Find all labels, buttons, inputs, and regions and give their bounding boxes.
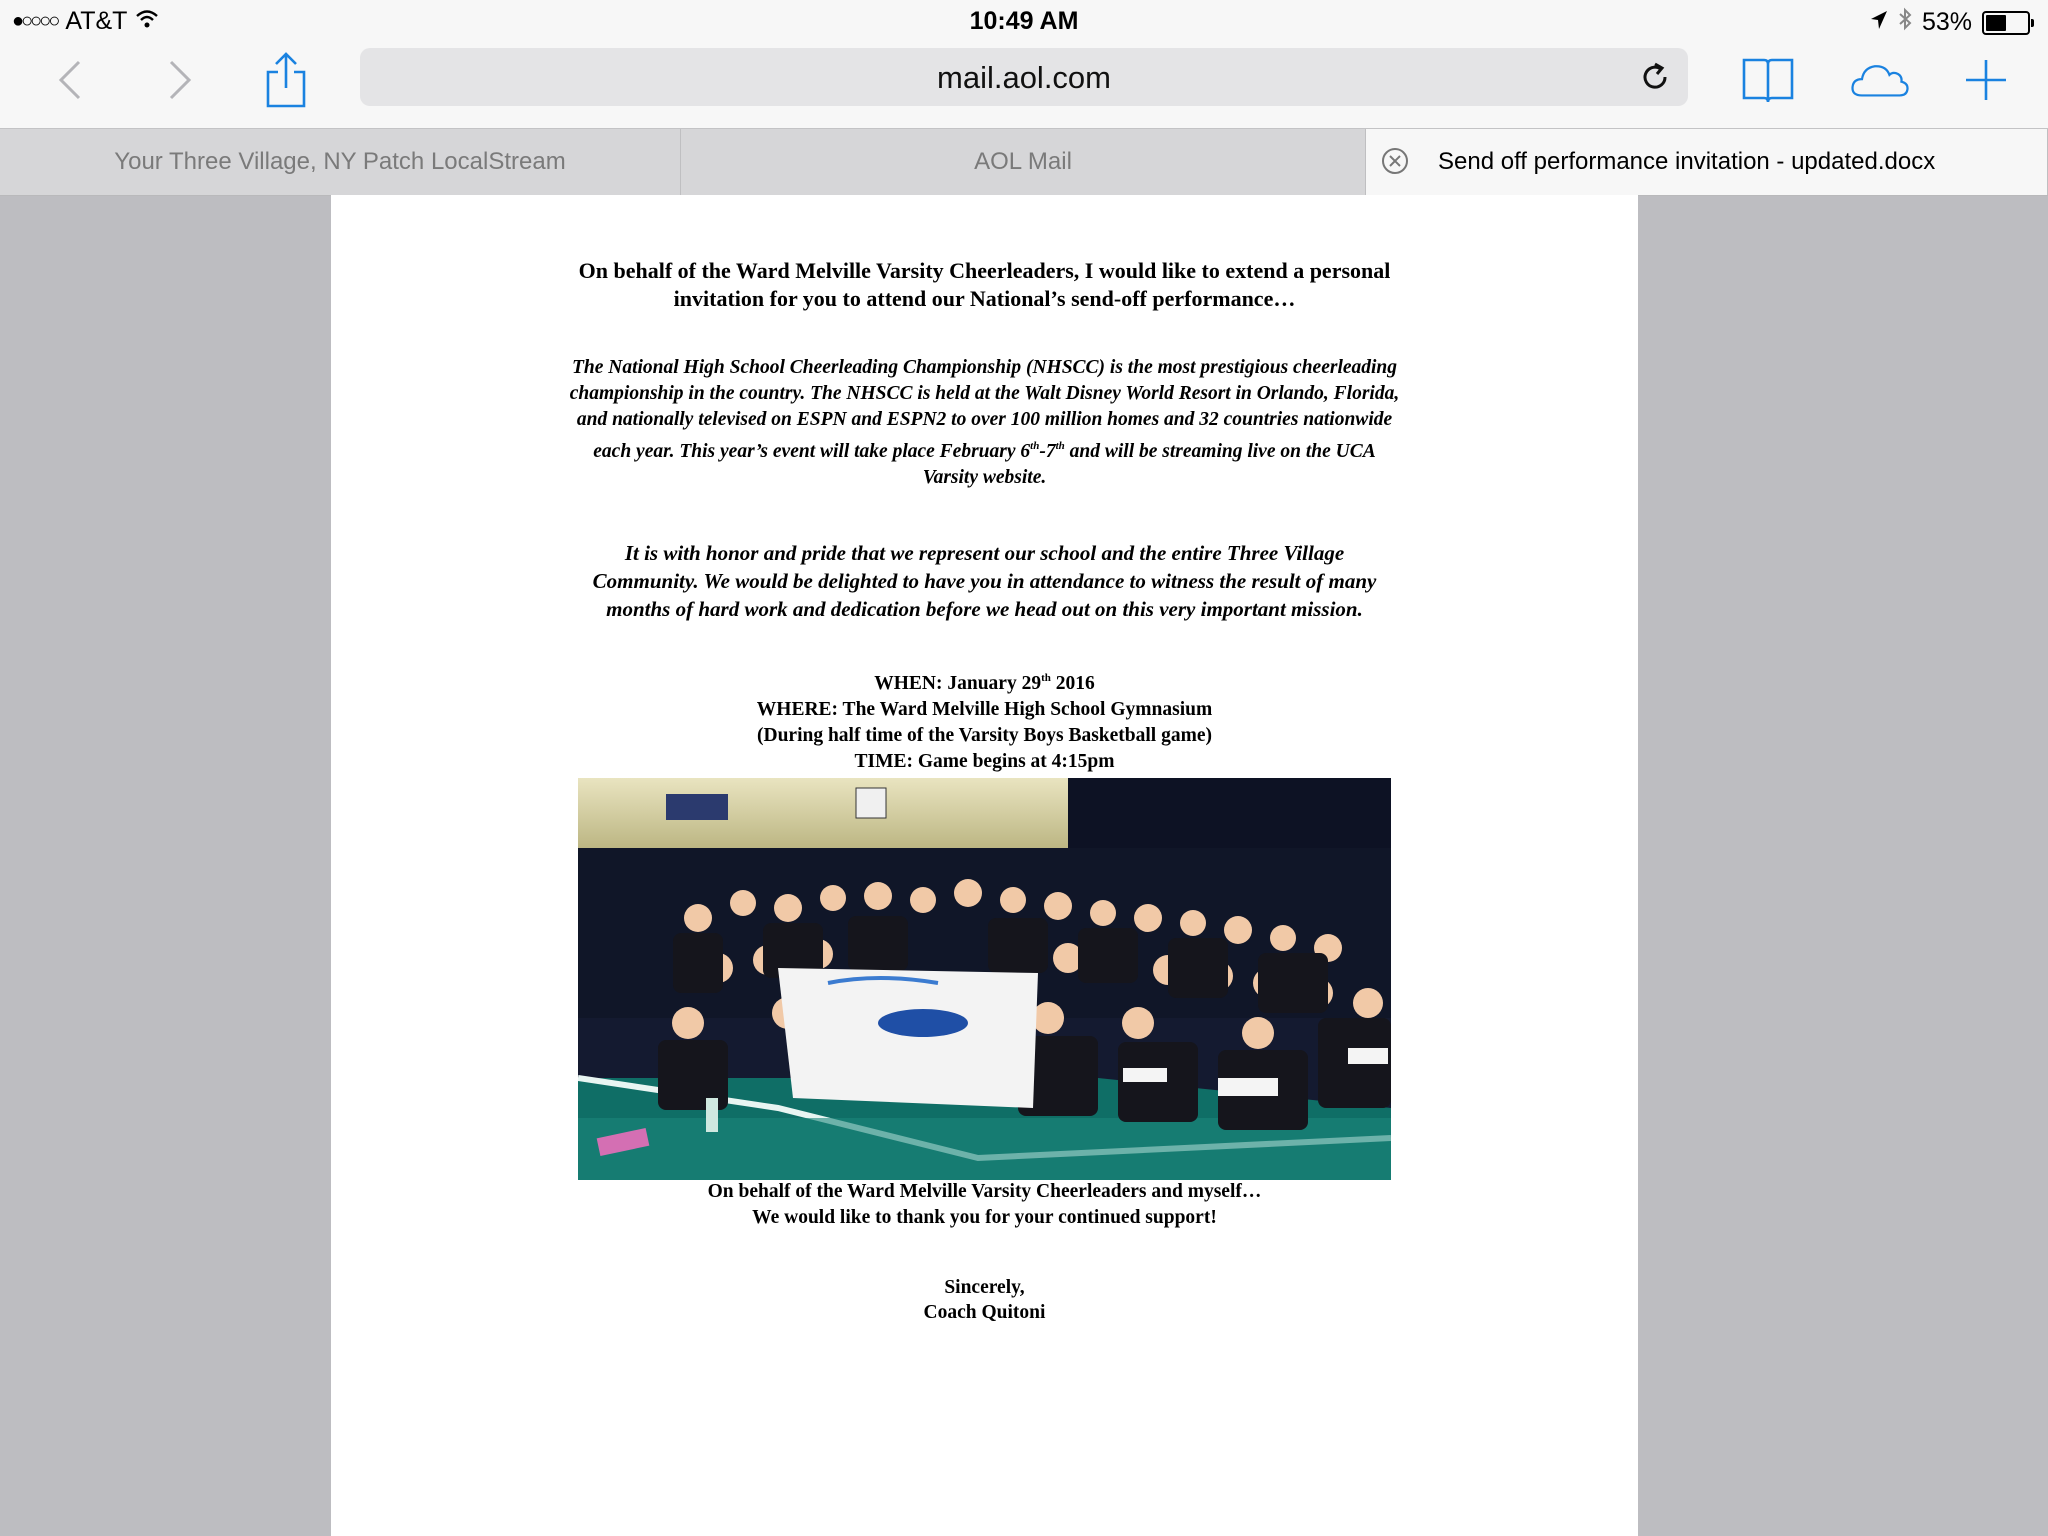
text-run: -7 xyxy=(1039,441,1056,462)
nhscc-line: championship in the country. The NHSCC is held at the Walt Disney World Resort in Orlando, Florida, xyxy=(569,383,1400,404)
browser-toolbar xyxy=(0,42,2048,128)
bookmarks-button[interactable] xyxy=(1738,50,1798,110)
plus-icon xyxy=(1964,58,2008,102)
team-photo-illustration xyxy=(578,778,1391,1180)
intro-line: On behalf of the Ward Melville Varsity Cheerleaders, I would like to extend a personal xyxy=(578,258,1391,283)
bluetooth-icon xyxy=(1898,7,1912,38)
tab-aol-mail[interactable] xyxy=(681,129,1366,195)
battery-fill xyxy=(1986,15,2006,31)
cloud-tabs-button[interactable] xyxy=(1850,50,1910,110)
close-tab-button[interactable] xyxy=(1380,146,1410,176)
tab-label: Send off performance invitation - updated.docx xyxy=(1438,148,1936,175)
text-run: 2016 xyxy=(1050,673,1095,694)
thanks-line: On behalf of the Ward Melville Varsity Cheerleaders and myself… xyxy=(707,1181,1262,1202)
tab-label: AOL Mail xyxy=(974,148,1072,175)
signer-name: Coach Quitoni xyxy=(923,1302,1046,1323)
when-line xyxy=(331,671,1638,697)
signal-strength-icon: ●○○○○ xyxy=(12,10,58,32)
tab-bar xyxy=(0,128,2048,196)
chevron-left-icon xyxy=(55,58,85,102)
cloud-icon xyxy=(1850,58,1910,102)
forward-button[interactable] xyxy=(150,50,210,110)
nhscc-line: and nationally televised on ESPN and ESPN2 to over 100 million homes and 32 countries nationwide xyxy=(576,409,1393,430)
close-icon xyxy=(1380,146,1410,176)
tab-send-off-invitation[interactable] xyxy=(1366,129,2048,195)
url-text: mail.aol.com xyxy=(937,60,1111,95)
nhscc-line: The National High School Cheerleading Championship (NHSCC) is the most prestigious cheerleading xyxy=(571,357,1398,378)
reload-icon xyxy=(1638,60,1672,94)
intro-line: invitation for you to attend our National’s send-off performance… xyxy=(673,286,1296,311)
nhscc-line: Varsity website. xyxy=(922,467,1047,488)
back-button[interactable] xyxy=(40,50,100,110)
text-run: each year. This year’s event will take place February 6 xyxy=(593,441,1031,462)
time-line: TIME: Game begins at 4:15pm xyxy=(854,751,1115,772)
new-tab-button[interactable] xyxy=(1956,50,2016,110)
status-right xyxy=(1870,7,2030,38)
battery-icon xyxy=(1982,11,2030,35)
honor-line: months of hard work and dedication before we head out on this very important mission. xyxy=(606,597,1363,621)
honor-line: Community. We would be delighted to have you in attendance to witness the result of many xyxy=(592,569,1377,593)
team-photo xyxy=(578,778,1391,1180)
nhscc-line xyxy=(331,439,1638,465)
document-page[interactable] xyxy=(331,195,1638,1536)
signoff: Sincerely, xyxy=(944,1277,1025,1298)
reload-button[interactable] xyxy=(1638,60,1672,94)
clock: 10:49 AM xyxy=(969,7,1079,35)
tab-label: Your Three Village, NY Patch LocalStream xyxy=(114,148,566,175)
where-line: WHERE: The Ward Melville High School Gymnasium xyxy=(756,699,1213,720)
tab-patch-localstream[interactable] xyxy=(0,129,681,195)
battery-percent: 53% xyxy=(1921,8,1972,36)
share-button[interactable] xyxy=(256,50,316,110)
thanks-paragraph xyxy=(331,1179,1638,1231)
thanks-line: We would like to thank you for your continued support! xyxy=(752,1207,1217,1228)
honor-paragraph xyxy=(331,539,1638,623)
status-bar xyxy=(0,0,2048,42)
book-icon xyxy=(1740,56,1796,104)
carrier-label: AT&T xyxy=(65,7,128,35)
during-line: (During half time of the Varsity Boys Basketball game) xyxy=(757,725,1212,746)
address-bar[interactable] xyxy=(360,48,1688,106)
event-details xyxy=(331,671,1638,775)
superscript: th xyxy=(1041,672,1051,684)
signature xyxy=(331,1275,1638,1325)
superscript: th xyxy=(1055,440,1065,452)
nhscc-paragraph xyxy=(331,355,1638,491)
chevron-right-icon xyxy=(165,58,195,102)
location-arrow-icon xyxy=(1870,8,1888,37)
honor-line: It is with honor and pride that we represent our school and the entire Three Village xyxy=(624,541,1345,565)
text-run: WHEN: January 29 xyxy=(874,673,1042,694)
text-run: and will be streaming live on the UCA xyxy=(1064,441,1376,462)
superscript: th xyxy=(1030,440,1040,452)
intro-paragraph xyxy=(331,257,1638,313)
share-icon xyxy=(264,52,308,108)
